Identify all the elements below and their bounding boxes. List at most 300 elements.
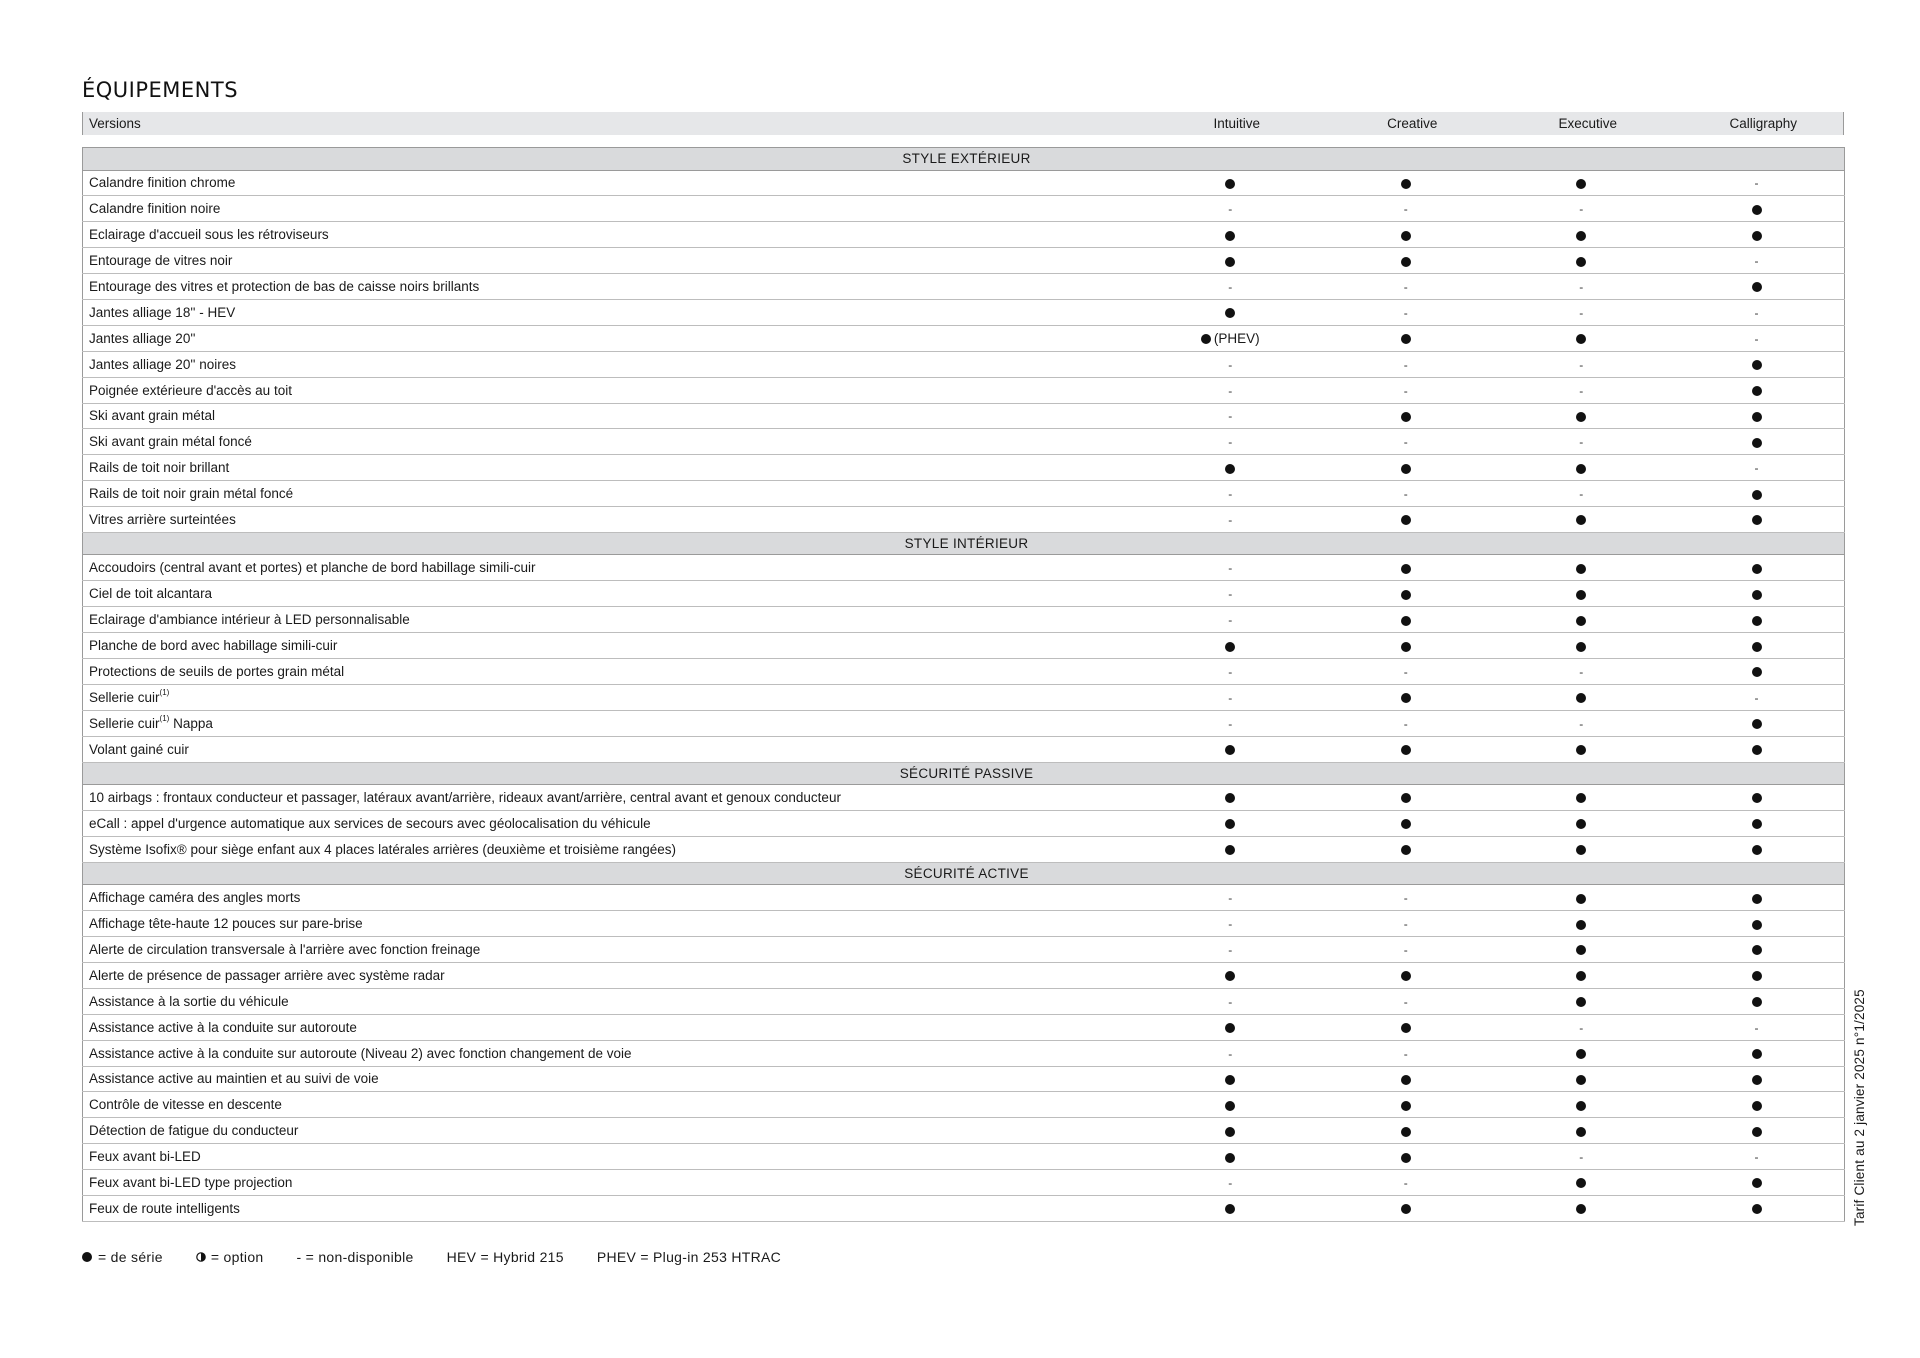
section-title: STYLE EXTÉRIEUR xyxy=(83,148,1845,171)
availability-cell xyxy=(1669,351,1845,377)
feature-label xyxy=(83,1195,1143,1221)
table-row xyxy=(83,710,1845,736)
feature-label xyxy=(83,1118,1143,1144)
availability-cell xyxy=(1669,1195,1845,1221)
standard-dot-icon xyxy=(1576,945,1586,955)
unavailable-dash: - xyxy=(1228,917,1233,932)
table-row xyxy=(83,222,1845,248)
availability-cell xyxy=(1318,1040,1494,1066)
availability-cell xyxy=(1494,325,1670,351)
standard-dot-icon xyxy=(1576,334,1586,344)
feature-label xyxy=(83,429,1143,455)
availability-cell xyxy=(1143,481,1319,507)
availability-cell xyxy=(1669,1066,1845,1092)
availability-cell xyxy=(1494,196,1670,222)
standard-dot-icon xyxy=(1225,179,1235,189)
feature-label-text: Système Isofix® pour siège enfant aux 4 places latérales arrières (deuxième et troisième rangées) xyxy=(89,841,676,857)
feature-label xyxy=(83,1040,1143,1066)
table-row xyxy=(83,455,1845,481)
availability-cell xyxy=(1669,988,1845,1014)
unavailable-dash: - xyxy=(1228,1046,1233,1061)
table-row xyxy=(83,736,1845,762)
availability-cell xyxy=(1143,429,1319,455)
standard-dot-icon xyxy=(1752,845,1762,855)
feature-label xyxy=(83,736,1143,762)
unavailable-dash: - xyxy=(1228,942,1233,957)
availability-cell xyxy=(1318,170,1494,196)
availability-cell xyxy=(1494,274,1670,300)
feature-label-text: Affichage tête-haute 12 pouces sur pare-brise xyxy=(89,916,363,932)
availability-cell xyxy=(1669,377,1845,403)
availability-cell xyxy=(1494,351,1670,377)
standard-dot-icon xyxy=(1401,412,1411,422)
unavailable-dash: - xyxy=(1228,383,1233,398)
availability-cell xyxy=(1143,988,1319,1014)
section-header xyxy=(83,862,1845,885)
availability-cell xyxy=(1143,507,1319,533)
feature-label-text: Feux de route intelligents xyxy=(89,1200,240,1216)
table-row xyxy=(83,1092,1845,1118)
standard-dot-icon xyxy=(1752,745,1762,755)
unavailable-dash: - xyxy=(1754,1150,1759,1165)
availability-cell xyxy=(1143,1118,1319,1144)
availability-cell xyxy=(1494,1118,1670,1144)
standard-dot-icon xyxy=(1576,745,1586,755)
availability-cell xyxy=(1318,581,1494,607)
availability-cell xyxy=(1669,962,1845,988)
standard-dot-icon xyxy=(1576,894,1586,904)
availability-cell xyxy=(1318,633,1494,659)
feature-label-text: Assistance active au maintien et au suivi de voie xyxy=(89,1071,379,1087)
standard-dot-icon xyxy=(1752,438,1762,448)
feature-label xyxy=(83,1066,1143,1092)
unavailable-dash: - xyxy=(1579,305,1584,320)
table-row xyxy=(83,911,1845,937)
availability-cell xyxy=(1669,581,1845,607)
section-title: SÉCURITÉ ACTIVE xyxy=(83,862,1845,885)
availability-cell xyxy=(1143,710,1319,736)
availability-cell xyxy=(1143,1144,1319,1170)
availability-cell xyxy=(1669,248,1845,274)
feature-label-text: Calandre finition noire xyxy=(89,201,221,217)
equipment-table xyxy=(82,147,1845,1222)
feature-label xyxy=(83,607,1143,633)
standard-dot-icon xyxy=(1576,819,1586,829)
feature-label xyxy=(83,1092,1143,1118)
table-row xyxy=(83,170,1845,196)
feature-label xyxy=(83,962,1143,988)
standard-dot-icon xyxy=(1401,693,1411,703)
availability-cell xyxy=(1143,1092,1319,1118)
standard-dot-icon xyxy=(1752,412,1762,422)
table-row xyxy=(83,377,1845,403)
availability-cell xyxy=(1318,274,1494,300)
standard-dot-icon xyxy=(1576,1101,1586,1111)
standard-dot-icon xyxy=(1401,971,1411,981)
feature-label-text: Assistance active à la conduite sur autoroute xyxy=(89,1019,357,1035)
availability-cell xyxy=(1143,170,1319,196)
availability-cell xyxy=(1143,1170,1319,1196)
unavailable-dash: - xyxy=(1579,280,1584,294)
standard-dot-icon xyxy=(1225,1101,1235,1111)
availability-cell xyxy=(1318,710,1494,736)
standard-dot-icon xyxy=(1752,945,1762,955)
table-row xyxy=(83,885,1845,911)
feature-label xyxy=(83,274,1143,300)
unavailable-dash: - xyxy=(1403,942,1408,957)
legend-option-text: = option xyxy=(210,1249,264,1265)
availability-cell xyxy=(1143,607,1319,633)
feature-label-text: Rails de toit noir grain métal foncé xyxy=(89,486,294,502)
availability-cell xyxy=(1143,885,1319,911)
standard-dot-icon xyxy=(1401,1075,1411,1085)
standard-dot-icon xyxy=(1576,1049,1586,1059)
standard-dot-icon xyxy=(1401,845,1411,855)
unavailable-dash: - xyxy=(1228,409,1233,424)
unavailable-dash: - xyxy=(1754,690,1759,705)
table-row xyxy=(83,1014,1845,1040)
feature-label xyxy=(83,403,1143,429)
availability-cell xyxy=(1318,1092,1494,1118)
availability-cell xyxy=(1494,885,1670,911)
standard-dot-icon xyxy=(1752,819,1762,829)
standard-dot-icon xyxy=(1752,1049,1762,1059)
availability-cell xyxy=(1143,1066,1319,1092)
unavailable-dash: - xyxy=(1579,664,1584,679)
availability-cell xyxy=(1143,1195,1319,1221)
table-row xyxy=(83,684,1845,710)
availability-cell xyxy=(1669,1170,1845,1196)
table-row xyxy=(83,937,1845,963)
table-row xyxy=(83,836,1845,862)
availability-cell xyxy=(1318,937,1494,963)
availability-cell xyxy=(1318,222,1494,248)
standard-dot-icon xyxy=(1401,793,1411,803)
feature-label-text: Ski avant grain métal foncé xyxy=(89,434,252,450)
feature-label xyxy=(83,455,1143,481)
unavailable-dash: - xyxy=(1579,1150,1584,1165)
availability-cell xyxy=(1494,988,1670,1014)
availability-cell xyxy=(1669,607,1845,633)
feature-label xyxy=(83,911,1143,937)
unavailable-dash: - xyxy=(1403,280,1408,294)
standard-dot-icon xyxy=(1401,179,1411,189)
feature-label-text: Sellerie cuir xyxy=(89,689,160,705)
standard-dot-icon xyxy=(1576,1178,1586,1188)
availability-cell xyxy=(1143,810,1319,836)
unavailable-dash: - xyxy=(1228,513,1233,528)
table-row xyxy=(83,429,1845,455)
feature-label xyxy=(83,351,1143,377)
unavailable-dash: - xyxy=(1228,994,1233,1009)
legend-standard-text: = de série xyxy=(98,1249,163,1265)
availability-cell xyxy=(1494,507,1670,533)
availability-cell xyxy=(1318,351,1494,377)
availability-cell xyxy=(1143,785,1319,811)
standard-dot-icon xyxy=(1752,1127,1762,1137)
availability-cell xyxy=(1669,481,1845,507)
availability-cell xyxy=(1494,429,1670,455)
standard-dot-icon xyxy=(1576,1075,1586,1085)
availability-cell xyxy=(1494,403,1670,429)
unavailable-dash: - xyxy=(1228,1176,1233,1190)
feature-label xyxy=(83,885,1143,911)
table-row xyxy=(83,1170,1845,1196)
availability-cell xyxy=(1318,196,1494,222)
table-row xyxy=(83,785,1845,811)
availability-cell xyxy=(1494,377,1670,403)
standard-dot-icon xyxy=(1401,1153,1411,1163)
half-circle-icon xyxy=(196,1252,206,1262)
standard-dot-icon xyxy=(1576,920,1586,930)
availability-cell xyxy=(1143,937,1319,963)
availability-cell xyxy=(1318,555,1494,581)
availability-cell xyxy=(1494,1066,1670,1092)
standard-dot-icon xyxy=(1225,745,1235,755)
availability-cell xyxy=(1494,937,1670,963)
standard-dot-icon xyxy=(1225,308,1235,318)
feature-label-text: Alerte de circulation transversale à l'arrière avec fonction freinage xyxy=(89,941,481,957)
standard-dot-icon xyxy=(1225,257,1235,267)
table-row xyxy=(83,633,1845,659)
standard-dot-icon xyxy=(1576,616,1586,626)
standard-dot-icon xyxy=(1576,179,1586,189)
unavailable-dash: - xyxy=(1754,176,1759,191)
feature-label xyxy=(83,988,1143,1014)
unavailable-dash: - xyxy=(1403,435,1408,450)
feature-label xyxy=(83,555,1143,581)
unavailable-dash: - xyxy=(1228,357,1233,372)
standard-dot-icon xyxy=(1576,1204,1586,1214)
availability-cell xyxy=(1143,633,1319,659)
section-header xyxy=(83,532,1845,555)
feature-label-text: Ciel de toit alcantara xyxy=(89,586,213,602)
section-title: SÉCURITÉ PASSIVE xyxy=(83,762,1845,785)
availability-cell xyxy=(1143,325,1319,351)
standard-dot-icon xyxy=(1401,590,1411,600)
feature-label-text: 10 airbags : frontaux conducteur et passager, latéraux avant/arrière, rideaux avant/arrière, central avant et genoux conducteur xyxy=(89,790,841,806)
unavailable-dash: - xyxy=(1403,487,1408,502)
standard-dot-icon xyxy=(1752,894,1762,904)
availability-cell xyxy=(1143,962,1319,988)
table-row xyxy=(83,1144,1845,1170)
availability-cell xyxy=(1143,1014,1319,1040)
availability-cell xyxy=(1494,1170,1670,1196)
standard-dot-icon xyxy=(1225,1023,1235,1033)
unavailable-dash: - xyxy=(1754,461,1759,476)
availability-cell xyxy=(1318,736,1494,762)
standard-dot-icon xyxy=(1752,719,1762,729)
availability-cell xyxy=(1494,455,1670,481)
feature-label-text: Assistance active à la conduite sur autoroute (Niveau 2) avec fonction changement de voie xyxy=(89,1045,632,1061)
unavailable-dash: - xyxy=(1403,994,1408,1009)
availability-cell xyxy=(1494,684,1670,710)
table-row xyxy=(83,274,1845,300)
availability-cell xyxy=(1318,299,1494,325)
availability-cell xyxy=(1143,684,1319,710)
standard-dot-icon xyxy=(1576,997,1586,1007)
unavailable-dash: - xyxy=(1403,357,1408,372)
feature-label xyxy=(83,196,1143,222)
availability-cell xyxy=(1669,222,1845,248)
unavailable-dash: - xyxy=(1403,1046,1408,1061)
table-row xyxy=(83,988,1845,1014)
standard-dot-icon xyxy=(1752,1204,1762,1214)
availability-cell xyxy=(1494,299,1670,325)
table-row xyxy=(83,555,1845,581)
availability-cell xyxy=(1669,1144,1845,1170)
unavailable-dash: - xyxy=(1228,435,1233,450)
availability-cell xyxy=(1669,736,1845,762)
availability-cell xyxy=(1143,248,1319,274)
availability-cell xyxy=(1143,351,1319,377)
availability-cell xyxy=(1318,962,1494,988)
availability-cell xyxy=(1669,684,1845,710)
table-row xyxy=(83,581,1845,607)
standard-dot-icon xyxy=(1576,1127,1586,1137)
table-row xyxy=(83,351,1845,377)
unavailable-dash: - xyxy=(1754,1020,1759,1035)
feature-label-text: Feux avant bi-LED xyxy=(89,1149,201,1165)
availability-cell xyxy=(1669,937,1845,963)
availability-cell xyxy=(1143,1040,1319,1066)
feature-label xyxy=(83,836,1143,862)
feature-label xyxy=(83,937,1143,963)
standard-dot-icon xyxy=(1401,642,1411,652)
availability-cell xyxy=(1143,403,1319,429)
standard-dot-icon xyxy=(1752,997,1762,1007)
table-row xyxy=(83,507,1845,533)
standard-dot-icon xyxy=(1401,515,1411,525)
feature-label xyxy=(83,1170,1143,1196)
table-row xyxy=(83,403,1845,429)
standard-dot-icon xyxy=(1401,1127,1411,1137)
standard-dot-icon xyxy=(1576,412,1586,422)
availability-cell xyxy=(1494,607,1670,633)
standard-dot-icon xyxy=(1201,334,1211,344)
availability-cell xyxy=(1318,607,1494,633)
feature-label xyxy=(83,248,1143,274)
standard-dot-icon xyxy=(1752,360,1762,370)
feature-label xyxy=(83,710,1143,736)
standard-dot-icon xyxy=(1576,231,1586,241)
availability-cell xyxy=(1318,836,1494,862)
availability-cell xyxy=(1494,710,1670,736)
availability-cell xyxy=(1669,555,1845,581)
table-row xyxy=(83,1195,1845,1221)
feature-label-text: Eclairage d'accueil sous les rétroviseurs xyxy=(89,227,329,243)
availability-cell xyxy=(1143,222,1319,248)
availability-cell xyxy=(1318,684,1494,710)
standard-dot-icon xyxy=(1752,1075,1762,1085)
availability-cell xyxy=(1669,659,1845,685)
standard-dot-icon xyxy=(1401,1204,1411,1214)
availability-cell xyxy=(1318,1195,1494,1221)
tariff-note: Tarif Client au 2 janvier 2025 n°1/2025 xyxy=(1852,989,1867,1226)
standard-dot-icon xyxy=(1401,257,1411,267)
availability-cell xyxy=(1669,455,1845,481)
availability-cell xyxy=(1669,299,1845,325)
feature-label xyxy=(83,659,1143,685)
availability-cell xyxy=(1318,785,1494,811)
availability-cell xyxy=(1318,429,1494,455)
availability-cell xyxy=(1669,274,1845,300)
standard-dot-icon xyxy=(1401,616,1411,626)
feature-label xyxy=(83,785,1143,811)
standard-dot-icon xyxy=(1752,920,1762,930)
standard-dot-icon xyxy=(1752,1178,1762,1188)
table-row xyxy=(83,607,1845,633)
table-row xyxy=(83,1040,1845,1066)
availability-cell xyxy=(1318,455,1494,481)
section-header xyxy=(83,148,1845,171)
unavailable-dash: - xyxy=(1228,587,1233,602)
standard-dot-icon xyxy=(1225,1153,1235,1163)
unavailable-dash: - xyxy=(1579,716,1584,731)
feature-label xyxy=(83,684,1143,710)
feature-label-text: Rails de toit noir brillant xyxy=(89,460,230,476)
legend-unavailable: - = non-disponible xyxy=(296,1249,414,1265)
availability-cell xyxy=(1669,710,1845,736)
feature-label-text: Jantes alliage 20'' noires xyxy=(89,356,236,372)
availability-cell xyxy=(1494,1092,1670,1118)
standard-dot-icon xyxy=(1225,1127,1235,1137)
feature-label-text: Planche de bord avec habillage simili-cuir xyxy=(89,638,338,654)
availability-cell xyxy=(1494,962,1670,988)
feature-label xyxy=(83,581,1143,607)
availability-cell xyxy=(1494,911,1670,937)
availability-cell xyxy=(1494,581,1670,607)
availability-cell xyxy=(1494,633,1670,659)
versions-label: Versions xyxy=(89,116,141,131)
feature-label-text: Jantes alliage 20'' xyxy=(89,330,196,346)
feature-label-text: Détection de fatigue du conducteur xyxy=(89,1123,299,1139)
feature-label-text: Alerte de présence de passager arrière avec système radar xyxy=(89,967,445,983)
standard-dot-icon xyxy=(1576,515,1586,525)
unavailable-dash: - xyxy=(1579,202,1584,217)
availability-cell xyxy=(1143,911,1319,937)
availability-cell xyxy=(1494,659,1670,685)
standard-dot-icon xyxy=(1401,334,1411,344)
feature-label xyxy=(83,633,1143,659)
availability-cell xyxy=(1494,481,1670,507)
availability-cell xyxy=(1494,1014,1670,1040)
footnote-mark: (1) xyxy=(159,713,170,723)
feature-label xyxy=(83,222,1143,248)
standard-dot-icon xyxy=(1752,231,1762,241)
availability-cell xyxy=(1494,170,1670,196)
availability-note: (PHEV) xyxy=(1213,331,1260,347)
table-row xyxy=(83,962,1845,988)
unavailable-dash: - xyxy=(1754,331,1759,346)
availability-cell xyxy=(1669,911,1845,937)
feature-label xyxy=(83,481,1143,507)
feature-label-text: Assistance à la sortie du véhicule xyxy=(89,993,289,1009)
availability-cell xyxy=(1494,555,1670,581)
availability-cell xyxy=(1318,481,1494,507)
unavailable-dash: - xyxy=(1579,487,1584,502)
version-intuitive: Intuitive xyxy=(1213,116,1261,131)
footnote-mark: (1) xyxy=(159,687,170,697)
availability-cell xyxy=(1143,196,1319,222)
table-row xyxy=(83,196,1845,222)
availability-cell xyxy=(1669,633,1845,659)
feature-label xyxy=(83,170,1143,196)
availability-cell xyxy=(1494,1195,1670,1221)
standard-dot-icon xyxy=(1752,386,1762,396)
unavailable-dash: - xyxy=(1228,487,1233,502)
availability-cell xyxy=(1669,785,1845,811)
